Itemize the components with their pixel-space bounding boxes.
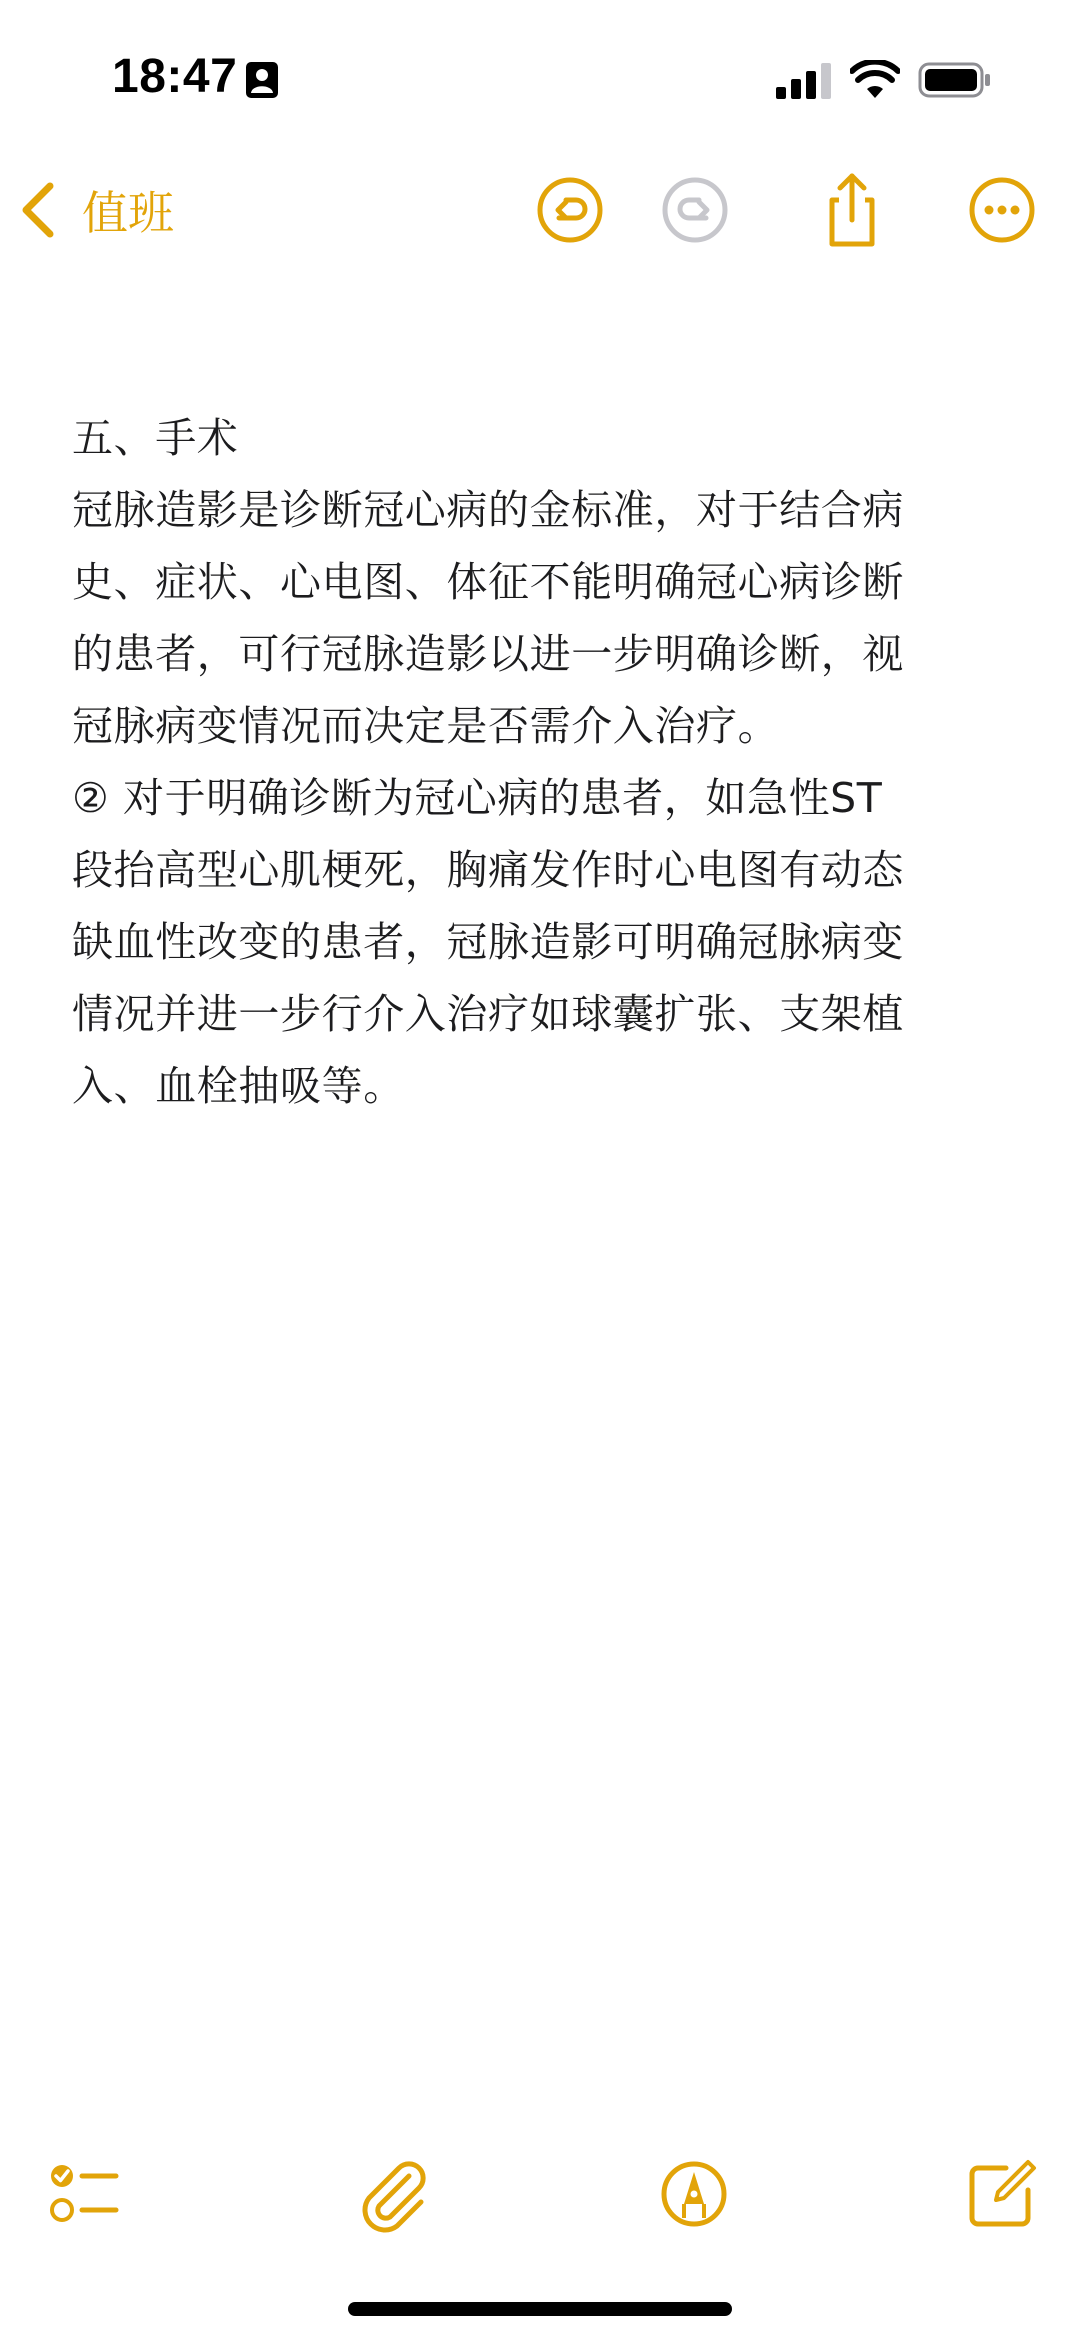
home-indicator[interactable] <box>348 2302 732 2316</box>
wifi-icon <box>850 60 900 100</box>
bottom-toolbar <box>0 2140 1080 2250</box>
note-line: 入、血栓抽吸等。 <box>72 1062 405 1110</box>
checklist-icon[interactable] <box>44 2154 124 2234</box>
back-button[interactable] <box>18 168 174 252</box>
note-line: ② 对于明确诊断为冠心病的患者，如急性ST <box>72 774 883 822</box>
compose-icon[interactable] <box>962 2154 1042 2234</box>
back-label: 值班 <box>82 186 174 240</box>
note-line: 情况并进一步行介入治疗如球囊扩张、支架植 <box>72 990 904 1038</box>
share-icon[interactable] <box>812 170 892 250</box>
note-line: 段抬高型心肌梗死，胸痛发作时心电图有动态 <box>72 846 904 894</box>
focus-person-icon <box>245 61 279 99</box>
note-line: 的患者，可行冠脉造影以进一步明确诊断，视 <box>72 630 904 678</box>
undo-icon[interactable] <box>530 170 610 250</box>
markup-pen-icon[interactable] <box>654 2154 734 2234</box>
chevron-left-icon <box>18 180 58 240</box>
battery-icon <box>918 60 992 100</box>
note-line: 冠脉造影是诊断冠心病的金标准，对于结合病 <box>72 486 904 534</box>
more-icon[interactable] <box>962 170 1042 250</box>
note-line: 史、症状、心电图、体征不能明确冠心病诊断 <box>72 558 904 606</box>
paperclip-icon[interactable] <box>353 2154 433 2234</box>
note-body[interactable] <box>72 402 1012 1122</box>
status-time: 18:47 <box>112 50 238 103</box>
redo-icon[interactable] <box>655 170 735 250</box>
nav-bar <box>0 160 1080 260</box>
status-bar <box>0 0 1080 150</box>
note-line: 缺血性改变的患者，冠脉造影可明确冠脉病变 <box>72 918 904 966</box>
cellular-signal-icon <box>776 63 832 99</box>
note-heading: 五、手术 <box>72 414 239 462</box>
note-line: 冠脉病变情况而决定是否需介入治疗。 <box>72 702 780 750</box>
